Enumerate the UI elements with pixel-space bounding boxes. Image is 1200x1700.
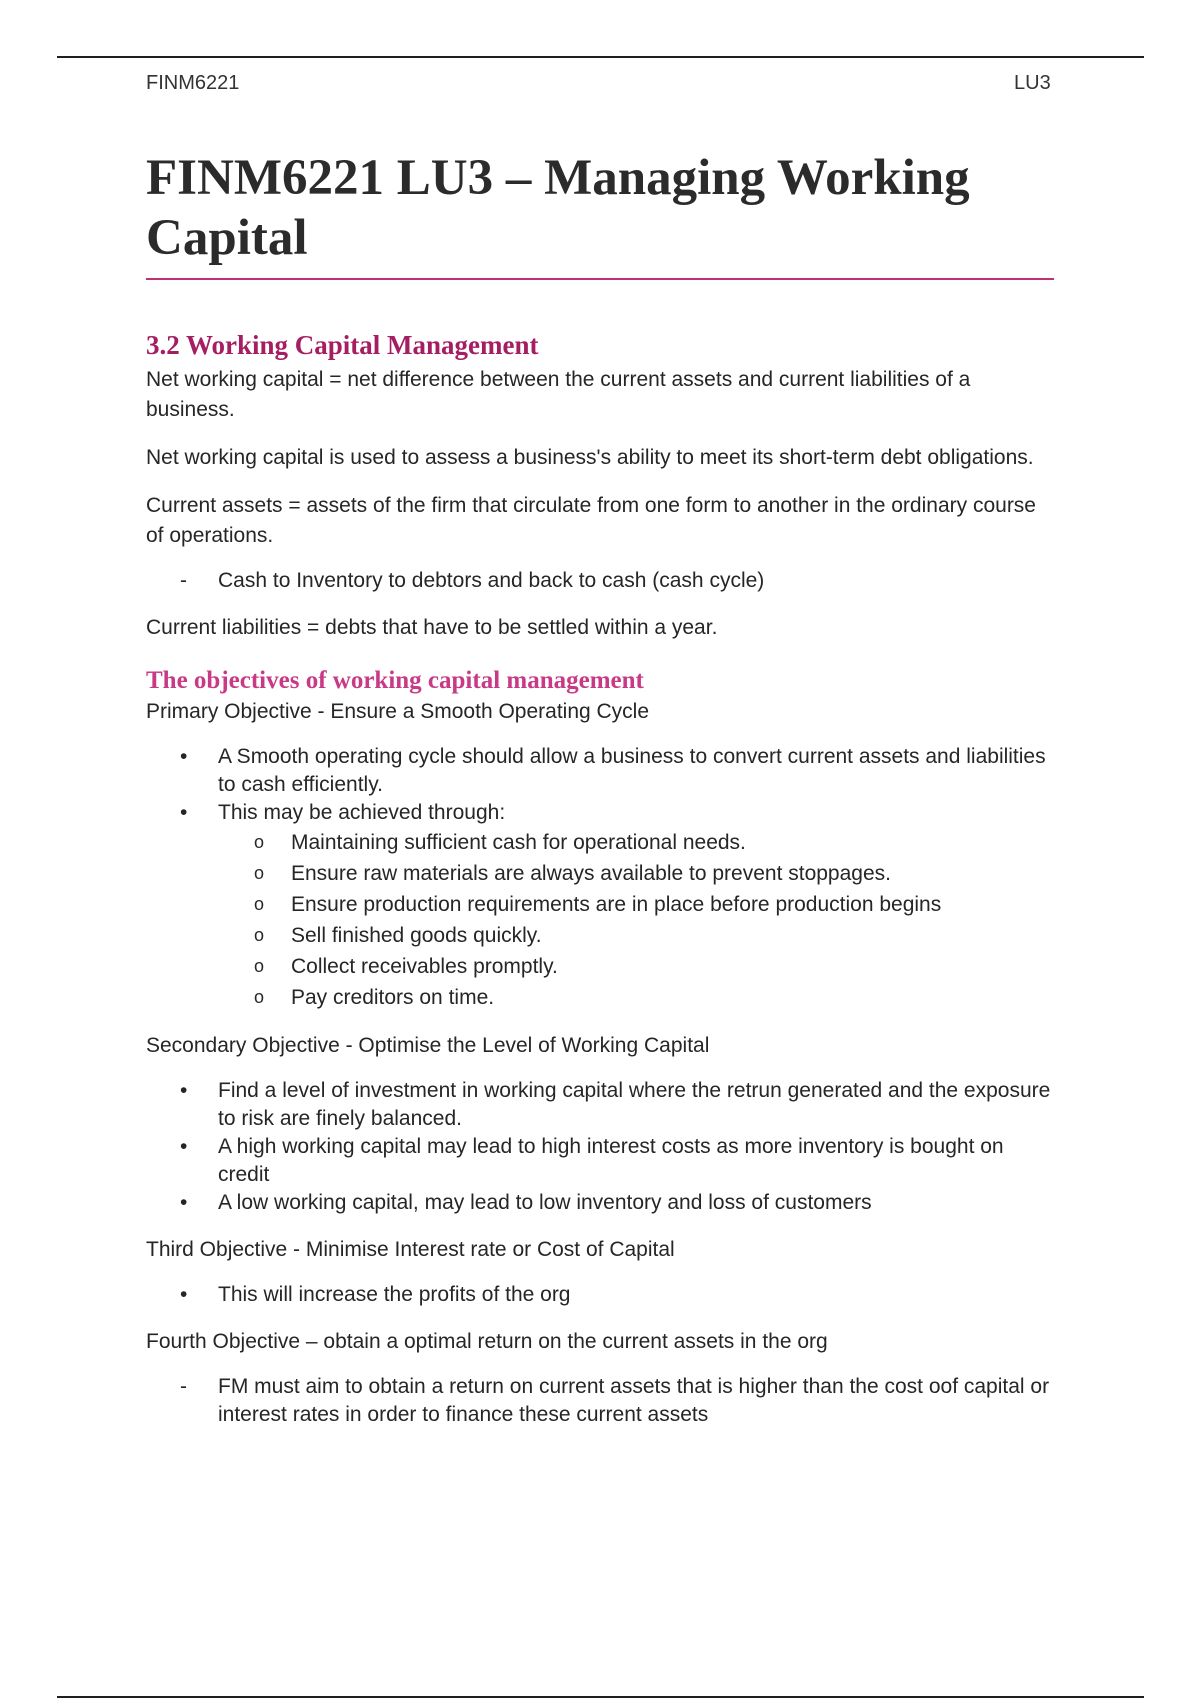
paragraph-net-working-capital: Net working capital = net difference between the current assets and current liabilities of a business. bbox=[146, 368, 971, 421]
third-objective-list bbox=[146, 1281, 1054, 1309]
fourth-objective-label: Fourth Objective – obtain a optimal return on the current assets in the org bbox=[146, 1330, 828, 1353]
circle-marker: o bbox=[254, 894, 265, 914]
bullet-marker: • bbox=[180, 1283, 188, 1306]
list-item: • This will increase the profits of the org bbox=[146, 1281, 1054, 1309]
primary-objective-list bbox=[146, 743, 1054, 1013]
list-item: • A Smooth operating cycle should allow a business to convert current assets and liabilities to cash efficiently. bbox=[180, 745, 1046, 796]
bullet-marker: • bbox=[180, 1079, 188, 1102]
secondary-objective-list bbox=[146, 1077, 1054, 1217]
list-item: • A low working capital, may lead to low inventory and loss of customers bbox=[146, 1189, 1054, 1217]
dash-list-cash-cycle bbox=[146, 567, 1054, 595]
document-body bbox=[146, 140, 1054, 1447]
paragraph-current-liabilities: Current liabilities = debts that have to be settled within a year. bbox=[146, 616, 718, 639]
footer-rule bbox=[57, 1696, 1144, 1698]
circle-marker: o bbox=[254, 987, 265, 1007]
sub-list-item: o Ensure raw materials are always available to prevent stoppages. bbox=[146, 858, 1054, 889]
circle-marker: o bbox=[254, 925, 265, 945]
bullet-marker: • bbox=[180, 1191, 188, 1214]
dash-marker: - bbox=[180, 1375, 187, 1398]
header-course-code: FINM6221 bbox=[146, 72, 240, 94]
list-item: - FM must aim to obtain a return on current assets that is higher than the cost oof capital or interest rates in order to finance these current assets bbox=[180, 1375, 1050, 1426]
sub-list-item: o Collect receivables promptly. bbox=[146, 951, 1054, 982]
list-item: • A high working capital may lead to high interest costs as more inventory is bought on credit bbox=[180, 1135, 1004, 1186]
bullet-marker: • bbox=[180, 745, 188, 768]
header-unit: LU3 bbox=[1014, 72, 1051, 94]
header-rule bbox=[57, 56, 1144, 58]
sub-list-item: o Pay creditors on time. bbox=[146, 982, 1054, 1013]
list-item: • Find a level of investment in working capital where the retrun generated and the exposure to risk are finely balanced. bbox=[180, 1079, 1051, 1130]
sub-list-item: o Sell finished goods quickly. bbox=[146, 920, 1054, 951]
list-item: - Cash to Inventory to debtors and back to cash (cash cycle) bbox=[146, 567, 1054, 595]
list-item: • This may be achieved through: o Maintaining sufficient cash for operational needs. o Ensure raw materials are always available to prevent stoppages. o Ensure production requirements are in place before production begins o Sell finished goods quickly. o Collect receivables promptly. o Pay creditors on time. bbox=[146, 799, 1054, 1013]
third-objective-label: Third Objective - Minimise Interest rate or Cost of Capital bbox=[146, 1238, 675, 1261]
sub-list-item: o Ensure production requirements are in place before production begins bbox=[146, 889, 1054, 920]
bullet-marker: • bbox=[180, 1135, 188, 1158]
sub-list-achievements bbox=[218, 827, 1054, 1013]
circle-marker: o bbox=[254, 832, 265, 852]
bullet-marker: • bbox=[180, 801, 188, 824]
primary-objective-label: Primary Objective - Ensure a Smooth Operating Cycle bbox=[146, 700, 650, 723]
secondary-objective-label: Secondary Objective - Optimise the Level of Working Capital bbox=[146, 1034, 710, 1057]
paragraph-nwc-purpose: Net working capital is used to assess a business's ability to meet its short-term debt obligations. bbox=[146, 446, 1034, 469]
objectives-heading: The objectives of working capital management bbox=[146, 667, 644, 694]
document-title: FINM6221 LU3 – Managing Working Capital bbox=[146, 148, 1054, 280]
fourth-objective-list bbox=[146, 1373, 1054, 1429]
circle-marker: o bbox=[254, 863, 265, 883]
paragraph-current-assets: Current assets = assets of the firm that circulate from one form to another in the ordinary course of operations. bbox=[146, 494, 1036, 547]
dash-marker: - bbox=[180, 569, 187, 592]
sub-list-item: o Maintaining sufficient cash for operational needs. bbox=[146, 827, 1054, 858]
circle-marker: o bbox=[254, 956, 265, 976]
section-heading: 3.2 Working Capital Management bbox=[146, 330, 539, 360]
